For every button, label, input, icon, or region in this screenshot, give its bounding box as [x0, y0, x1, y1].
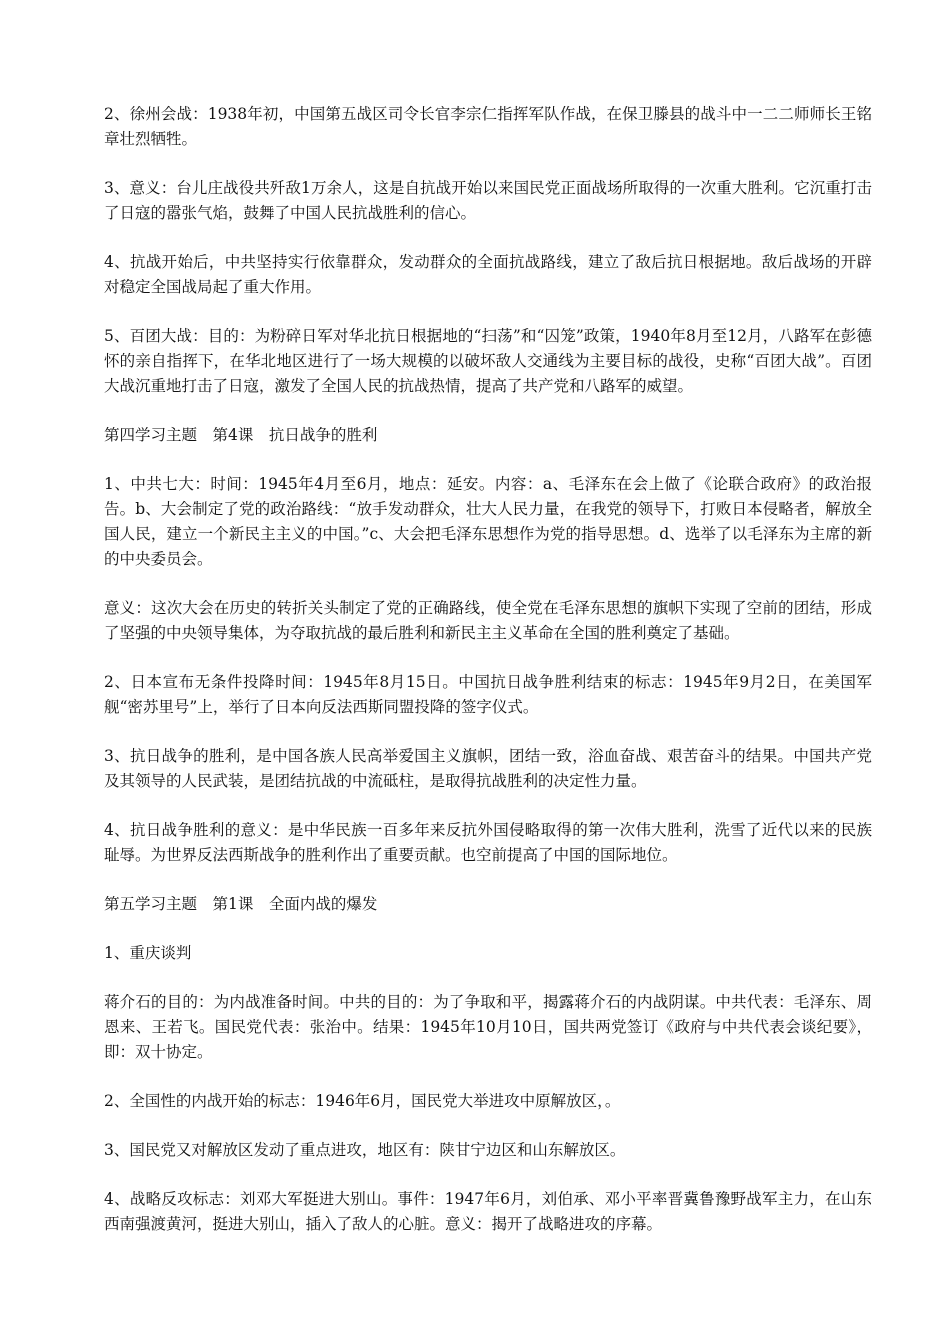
paragraph-xuzhou: 2、徐州会战：1938年初，中国第五战区司令长官李宗仁指挥军队作战，在保卫滕县的战斗中一二二师师长王铭章壮烈牺牲。 — [104, 105, 872, 148]
paragraph-seventh-congress: 1、中共七大：时间：1945年4月至6月，地点：延安。内容：a、毛泽东在会上做了《论联合政府》的政治报告。b、大会制定了党的政治路线：“放手发动群众，壮大人民力量，在我党的领导下，打败日本侵略者，解放全国人民，建立一个新民主主义的中国。”c、大会把毛泽东思想作为党的指导思想。d、选举了以毛泽东为主席的新的中央委员会。 — [104, 475, 872, 568]
paragraph-strategic-counteroffensive: 4、战略反攻标志：刘邓大军挺进大别山。事件：1947年6月，刘伯承、邓小平率晋冀鲁豫野战军主力，在山东西南强渡黄河，挺进大别山，插入了敌人的心脏。意义：揭开了战略进攻的序幕。 — [104, 1190, 872, 1233]
paragraph-victory-significance: 4、抗日战争胜利的意义：是中华民族一百多年来反抗外国侵略取得的第一次伟大胜利，洗雪了近代以来的民族耻辱。为世界反法西斯战争的胜利作出了重要贡献。也空前提高了中国的国际地位。 — [104, 821, 872, 864]
section-heading-unit4-lesson4: 第四学习主题 第4课 抗日战争的胜利 — [104, 426, 378, 444]
paragraph-victory-causes: 3、抗日战争的胜利，是中国各族人民高举爱国主义旗帜，团结一致，浴血奋战、艰苦奋斗的结果。中国共产党及其领导的人民武装，是团结抗战的中流砥柱，是取得抗战胜利的决定性力量。 — [104, 747, 872, 790]
paragraph-chongqing-negotiation: 蒋介石的目的：为内战准备时间。中共的目的：为了争取和平，揭露蒋介石的内战阴谋。中共代表：毛泽东、周恩来、王若飞。国民党代表：张治中。结果：1945年10月10日，国共两党签订《政府与中共代表会谈纪要》，即：双十协定。 — [104, 993, 872, 1061]
paragraph-japan-surrender: 2、日本宣布无条件投降时间：1945年8月15日。中国抗日战争胜利结束的标志：1945年9月2日，在美国军舰“密苏里号”上，举行了日本向反法西斯同盟投降的签字仪式。 — [104, 673, 872, 716]
paragraph-congress-significance: 意义：这次大会在历史的转折关头制定了党的正确路线，使全党在毛泽东思想的旗帜下实现了空前的团结，形成了坚强的中央领导集体，为夺取抗战的最后胜利和新民主主义革命在全国的胜利奠定了基础。 — [104, 599, 872, 642]
paragraph-civil-war-start: 2、全国性的内战开始的标志：1946年6月，国民党大举进攻中原解放区，。 — [104, 1092, 621, 1110]
paragraph-hundred-regiments: 5、百团大战：目的：为粉碎日军对华北抗日根据地的“扫荡”和“囚笼”政策，1940年8月至12月，八路军在彭德怀的亲自指挥下，在华北地区进行了一场大规模的以破坏敌人交通线为主要目标的战役，史称“百团大战”。百团大战沉重地打击了日寇，激发了全国人民的抗战热情，提高了共产党和八路军的威望。 — [104, 327, 872, 395]
paragraph-key-offensive: 3、国民党又对解放区发动了重点进攻，地区有：陕甘宁边区和山东解放区。 — [104, 1141, 626, 1159]
section-heading-unit5-lesson1: 第五学习主题 第1课 全面内战的爆发 — [104, 895, 378, 913]
paragraph-taierzhuang-significance: 3、意义：台儿庄战役共歼敌1万余人，这是自抗战开始以来国民党正面战场所取得的一次重大胜利。它沉重打击了日寇的嚣张气焰，鼓舞了中国人民抗战胜利的信心。 — [104, 179, 872, 222]
paragraph-enemy-rear-battlefield: 4、抗战开始后，中共坚持实行依靠群众，发动群众的全面抗战路线，建立了敌后抗日根据地。敌后战场的开辟对稳定全国战局起了重大作用。 — [104, 253, 872, 296]
paragraph-chongqing-negotiation-title: 1、重庆谈判 — [104, 944, 192, 962]
